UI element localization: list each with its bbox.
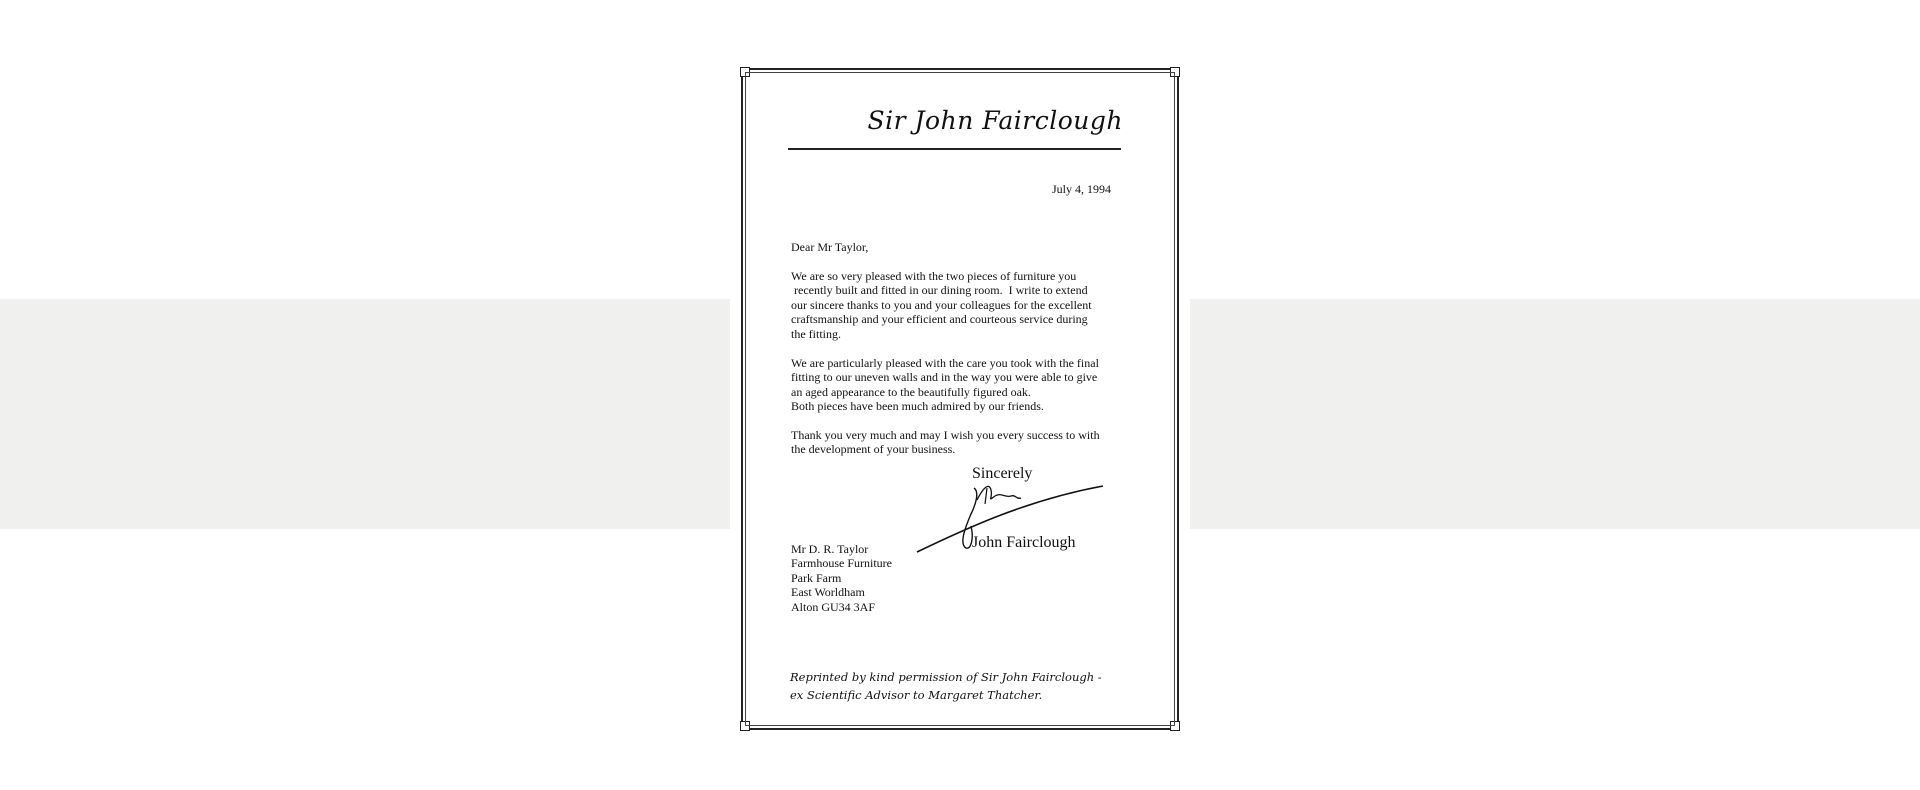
paragraph-line: fitting to our uneven walls and in the way you were able to give [791, 370, 1098, 385]
body-paragraph-1 [791, 269, 1121, 341]
letter-date: July 4, 1994 [1051, 182, 1111, 196]
address-line: Mr D. R. Taylor [791, 542, 869, 556]
letterhead-rule [788, 148, 1121, 150]
signer-name: John Fairclough [972, 534, 1076, 551]
background-band-left [0, 299, 730, 529]
address-line: East Worldham [791, 585, 865, 600]
address-line: Farmhouse Furniture [791, 556, 892, 571]
letterhead-name: Sir John Fairclough [867, 106, 1123, 135]
letter-page [741, 68, 1179, 730]
recipient-address [791, 542, 892, 614]
paragraph-line: craftsmanship and your efficient and courteous service during [791, 312, 1088, 327]
reprint-credit [790, 668, 1102, 704]
paragraph-line: the fitting. [791, 326, 841, 341]
credit-line: Reprinted by kind permission of Sir John Fairclough - [790, 670, 1102, 684]
paragraph-line: an aged appearance to the beautifully figured oak. [791, 384, 1031, 399]
credit-line: ex Scientific Advisor to Margaret Thatcher. [790, 688, 1043, 702]
address-line: Park Farm [791, 570, 842, 585]
closing: Sincerely [972, 465, 1033, 482]
background-band-right [1190, 299, 1920, 529]
paragraph-line: We are particularly pleased with the care you took with the final [791, 356, 1099, 370]
paragraph-line: our sincere thanks to you and your colleagues for the excellent [791, 297, 1092, 312]
address-line: Alton GU34 3AF [791, 599, 876, 614]
body-paragraph-3 [791, 428, 1121, 457]
paragraph-line: the development of your business. [791, 442, 956, 457]
body-paragraph-2 [791, 356, 1121, 414]
salutation: Dear Mr Taylor, [791, 240, 869, 254]
paragraph-line: recently built and fitted in our dining room. I write to extend [791, 283, 1088, 298]
paragraph-line: We are so very pleased with the two pieces of furniture you [791, 269, 1077, 283]
paragraph-line: Both pieces have been much admired by our friends. [791, 399, 1044, 414]
paragraph-line: Thank you very much and may I wish you every success to with [791, 428, 1100, 442]
